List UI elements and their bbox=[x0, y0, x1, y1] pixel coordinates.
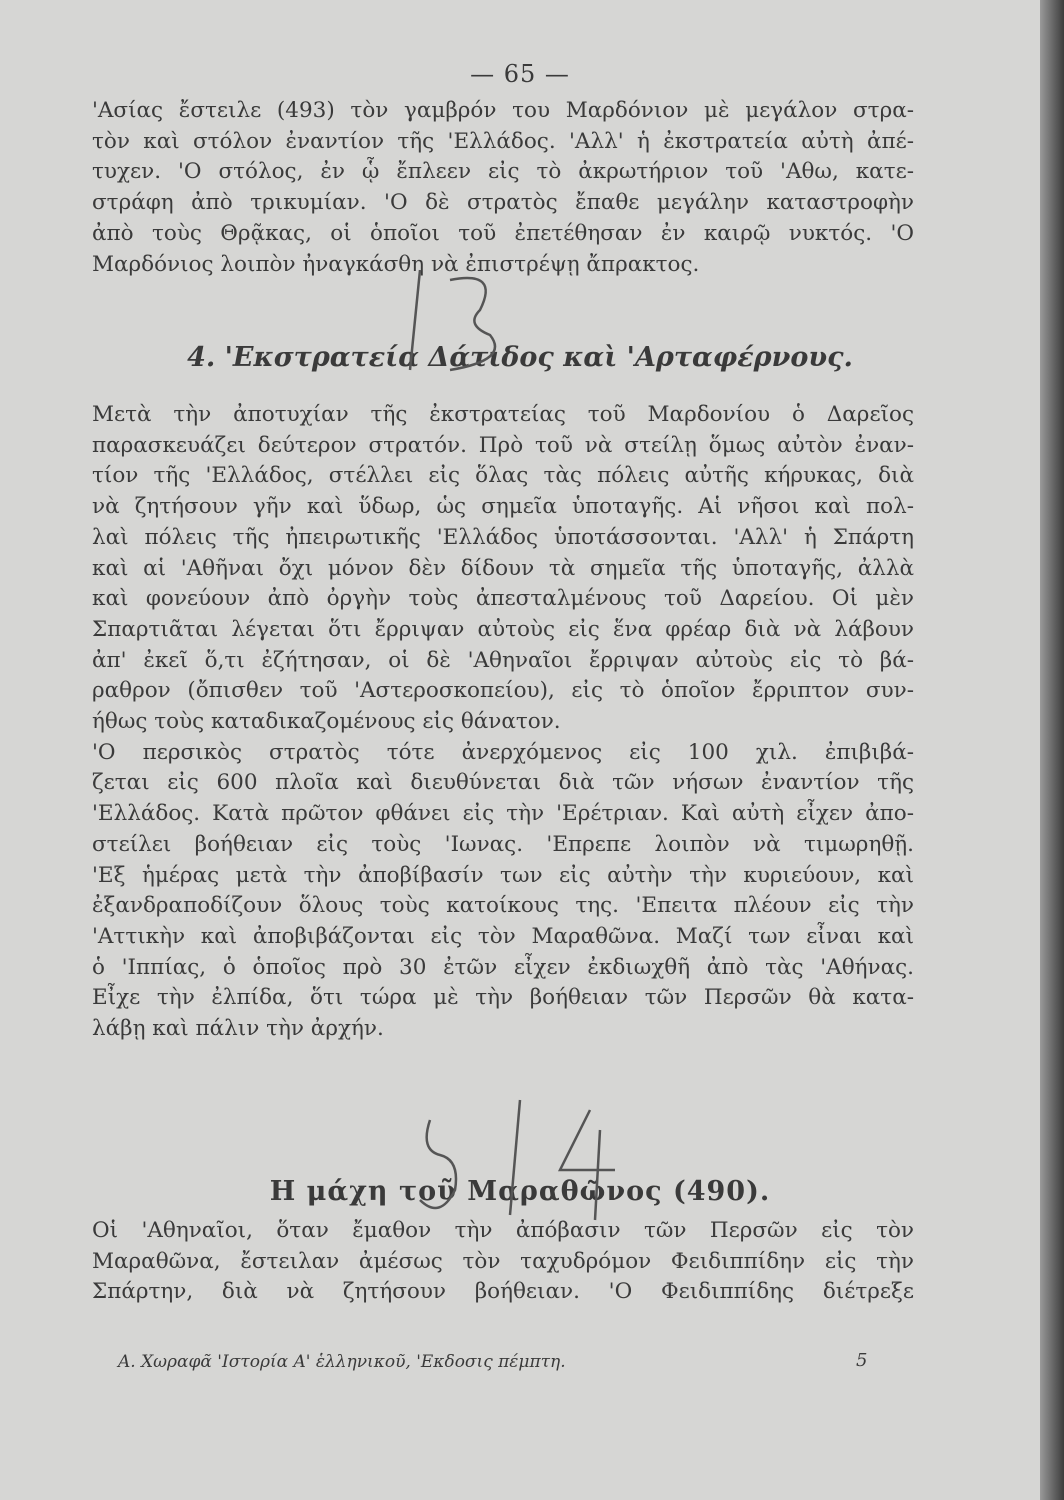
section-heading-4: 4. 'Εκστρατεία Δάτιδος καὶ 'Αρταφέρνους. bbox=[187, 342, 853, 373]
text-line: 'Αττικὴν καὶ ἀποβιβάζονται εἰς τὸν Μαραθῶνα. Μαζί των εἶναι καὶ bbox=[92, 923, 914, 949]
text-line: 'Ασίας ἔστειλε (493) τὸν γαμβρόν του Μαρδόνιον μὲ μεγάλον στρα- bbox=[92, 98, 914, 123]
text-line: Σπάρτην, διὰ νὰ ζητήσουν βοήθειαν. 'Ο Φειδιππίδης διέτρεξε bbox=[92, 1279, 914, 1305]
text-line: 'Ελλάδος. Κατὰ πρῶτον φθάνει εἰς τὴν 'Ερέτριαν. Καὶ αὐτὴ εἶχεν ἀπο- bbox=[92, 801, 914, 827]
text-line: ραθρον (ὄπισθεν τοῦ 'Αστεροσκοπείου), εἰς τὸ ὁποῖον ἔρριπτον συν- bbox=[92, 678, 914, 704]
text-line: παρασκευάζει δεύτερον στρατόν. Πρὸ τοῦ νὰ στείλῃ ὅμως αὐτὸν ἐναν- bbox=[92, 432, 914, 458]
text-line: ὁ 'Ιππίας, ὁ ὁποῖος πρὸ 30 ἐτῶν εἶχεν ἐκδιωχθῆ ἀπὸ τὰς 'Αθήνας. bbox=[92, 954, 914, 980]
text-line: Μαραθῶνα, ἔστειλαν ἀμέσως τὸν ταχυδρόμον Φειδιππίδην εἰς τὴν bbox=[92, 1248, 914, 1274]
handwritten-number-14 bbox=[400, 1080, 640, 1230]
text-line: ἀπὸ τοὺς Θρᾷκας, οἱ ὁποῖοι τοῦ ἐπετέθησαν ἐν καιρῷ νυκτός. 'Ο bbox=[92, 220, 914, 246]
text-line: ἀπ' ἐκεῖ ὅ,τι ἐζήτησαν, οἱ δὲ 'Αθηναῖοι ἔρριψαν αὐτοὺς εἰς τὸ βά- bbox=[92, 647, 914, 673]
footer-citation: Α. Χωραφᾶ 'Ιστορία Α' ἑλληνικοῦ, 'Εκδοσις πέμπτη. bbox=[118, 1352, 566, 1372]
paragraph-block-middle bbox=[92, 400, 914, 1045]
text-line: στείλει βοήθειαν εἰς τοὺς 'Ιωνας. 'Επρεπε λοιπὸν νὰ τιμωρηθῇ. bbox=[92, 831, 914, 857]
text-line: καὶ αἱ 'Αθῆναι ὄχι μόνον δὲν δίδουν τὰ σημεῖα τῆς ὑποταγῆς, ἀλλὰ bbox=[92, 555, 914, 581]
text-line: Εἶχε τὴν ἐλπίδα, ὅτι τώρα μὲ τὴν βοήθειαν τῶν Περσῶν θὰ κατα- bbox=[92, 985, 914, 1011]
text-line: νὰ ζητήσουν γῆν καὶ ὕδωρ, ὡς σημεῖα ὑποταγῆς. Αἱ νῆσοι καὶ πολ- bbox=[92, 494, 914, 520]
handwritten-label-14: 14 bbox=[400, 1080, 402, 1081]
text-line: Μετὰ τὴν ἀποτυχίαν τῆς ἐκστρατείας τοῦ Μαρδονίου ὁ Δαρεῖος bbox=[92, 402, 914, 427]
text-line: καὶ φονεύουν ἀπὸ ὀργὴν τοὺς ἀπεσταλμένους τοῦ Δαρείου. Οἱ μὲν bbox=[92, 586, 914, 612]
page-edge-shadow bbox=[1040, 0, 1064, 1500]
page-number: — 65 — bbox=[470, 60, 570, 88]
signature-mark: 5 bbox=[856, 1350, 868, 1371]
text-line: τὸν καὶ στόλον ἐναντίον τῆς 'Ελλάδος. 'Αλλ' ἡ ἐκστρατεία αὐτὴ ἀπέ- bbox=[92, 128, 914, 154]
handwritten-label-13: 13 bbox=[380, 250, 382, 251]
text-line: τυχεν. 'Ο στόλος, ἐν ᾧ ἔπλεεν εἰς τὸ ἀκρωτήριον τοῦ 'Αθω, κατε- bbox=[92, 159, 914, 185]
paragraph-block-top bbox=[92, 96, 914, 280]
text-line: 'Ο περσικὸς στρατὸς τότε ἀνερχόμενος εἰς 100 χιλ. ἐπιβιβά- bbox=[92, 739, 914, 765]
text-line: στράφη ἀπὸ τρικυμίαν. 'Ο δὲ στρατὸς ἔπαθε μεγάλην καταστροφὴν bbox=[92, 190, 914, 216]
text-line: λάβῃ καὶ πάλιν τὴν ἀρχήν. bbox=[92, 1016, 384, 1042]
text-line: τίον τῆς 'Ελλάδος, στέλλει εἰς ὅλας τὰς πόλεις αὐτῆς κήρυκας, διὰ bbox=[92, 463, 914, 489]
text-line: ήθως τοὺς καταδικαζομένους εἰς θάνατον. bbox=[92, 709, 561, 735]
text-line: Μαρδόνιος λοιπὸν ἠναγκάσθη νὰ ἐπιστρέψῃ ἄπρακτος. bbox=[92, 251, 700, 277]
text-line: 'Εξ ἡμέρας μετὰ τὴν ἀποβίβασίν των εἰς αὐτὴν τὴν κυριεύουν, καὶ bbox=[92, 862, 914, 888]
text-line: Σπαρτιᾶται λέγεται ὅτι ἔρριψαν αὐτοὺς εἰς ἕνα φρέαρ διὰ νὰ λάβουν bbox=[92, 616, 914, 642]
text-line: ἐξανδραποδίζουν ὅλους τοὺς κατοίκους της. 'Επειτα πλέουν εἰς τὴν bbox=[92, 893, 914, 919]
text-line: ζεται εἰς 600 πλοῖα καὶ διευθύνεται διὰ τῶν νήσων ἐναντίον τῆς bbox=[92, 770, 914, 796]
text-line: λαὶ πόλεις τῆς ἠπειρωτικῆς 'Ελλάδος ὑποτάσσονται. 'Αλλ' ἡ Σπάρτη bbox=[92, 524, 914, 550]
paragraph-block-bottom bbox=[92, 1216, 914, 1308]
section-heading-marathon: Η μάχη τοῦ Μαραθῶνος (490). bbox=[269, 1176, 771, 1207]
text-line: Οἱ 'Αθηναῖοι, ὅταν ἔμαθον τὴν ἀπόβασιν τῶν Περσῶν εἰς τὸν bbox=[92, 1218, 914, 1243]
